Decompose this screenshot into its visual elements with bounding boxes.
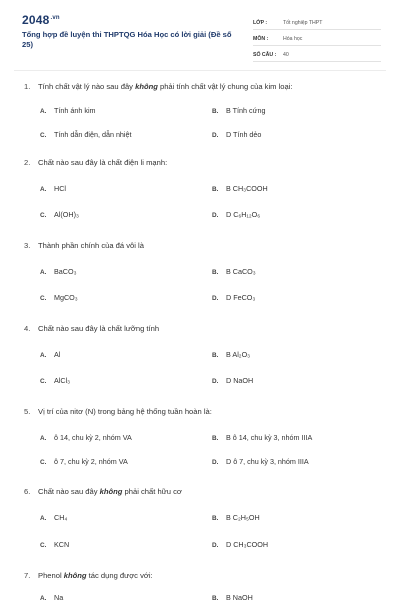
question-text: 1. Tính chất vật lý nào sau đây không phải tính chất vật lý chung của kim loại: bbox=[24, 82, 293, 91]
option-b[interactable]: B. B ô 14, chu kỳ 3, nhóm IIIA bbox=[212, 433, 313, 442]
document-title: Tổng hợp đề luyện thi THPTQG Hóa Học có lời giải (Đề số 25) bbox=[22, 30, 232, 49]
option-d[interactable]: D. D NaOH bbox=[212, 376, 254, 385]
option-a[interactable]: A. CH₄ bbox=[40, 513, 68, 522]
question-text: 2. Chất nào sau đây là chất điện li mạnh: bbox=[24, 158, 168, 167]
option-a[interactable]: A. Tính ánh kim bbox=[40, 106, 96, 115]
option-d[interactable]: D. D CH₃COOH bbox=[212, 540, 269, 549]
question-text: 7. Phenol không tác dụng được với: bbox=[24, 571, 153, 580]
meta-count-row: SỐ CÂU : 40 bbox=[253, 46, 381, 62]
meta-class-row: LỚP : Tốt nghiệp THPT bbox=[253, 14, 381, 30]
option-b[interactable]: B. B C₂H₅OH bbox=[212, 513, 260, 522]
document-header bbox=[0, 0, 400, 64]
option-c[interactable]: C. MgCO₃ bbox=[40, 293, 78, 302]
option-b[interactable]: B. B CaCO₃ bbox=[212, 267, 256, 276]
question-text: 6. Chất nào sau đây không phải chất hữu cơ bbox=[24, 487, 182, 496]
option-a[interactable]: A. HCl bbox=[40, 184, 66, 193]
question-text: 3. Thành phần chính của đá vôi là bbox=[24, 241, 144, 250]
option-a[interactable]: A. ô 14, chu kỳ 2, nhóm VA bbox=[40, 433, 132, 442]
header-divider bbox=[14, 70, 386, 71]
site-logo[interactable]: $2048^{.vn}$ bbox=[22, 13, 60, 27]
option-b[interactable]: B. B Al₂O₃ bbox=[212, 350, 251, 359]
document-meta bbox=[253, 14, 381, 62]
option-a[interactable]: A. Na bbox=[40, 593, 64, 602]
option-b[interactable]: B. B NaOH bbox=[212, 593, 253, 602]
option-c[interactable]: C. KCN bbox=[40, 540, 70, 549]
option-d[interactable]: D. D C₆H₁₂O₆ bbox=[212, 210, 261, 219]
option-c[interactable]: C. ô 7, chu kỳ 2, nhóm VA bbox=[40, 457, 128, 466]
option-b[interactable]: B. B Tính cứng bbox=[212, 106, 266, 115]
question-text: 5. Vị trí của nitơ (N) trong bảng hệ thống tuần hoàn là: bbox=[24, 407, 212, 416]
option-c[interactable]: C. Al(OH)₃ bbox=[40, 210, 79, 219]
option-b[interactable]: B. B CH₃COOH bbox=[212, 184, 268, 193]
question-text: 4. Chất nào sau đây là chất lưỡng tính bbox=[24, 324, 160, 333]
meta-subject-row: MÔN : Hóa học bbox=[253, 30, 381, 46]
option-a[interactable]: A. BaCO₃ bbox=[40, 267, 77, 276]
option-d[interactable]: D. D Tính dẻo bbox=[212, 130, 262, 139]
option-d[interactable]: D. D FeCO₃ bbox=[212, 293, 256, 302]
option-c[interactable]: C. AlCl₃ bbox=[40, 376, 71, 385]
option-a[interactable]: A. Al bbox=[40, 350, 61, 359]
option-c[interactable]: C. Tính dẫn điện, dẫn nhiệt bbox=[40, 130, 132, 139]
option-d[interactable]: D. D ô 7, chu kỳ 3, nhóm IIIA bbox=[212, 457, 309, 466]
